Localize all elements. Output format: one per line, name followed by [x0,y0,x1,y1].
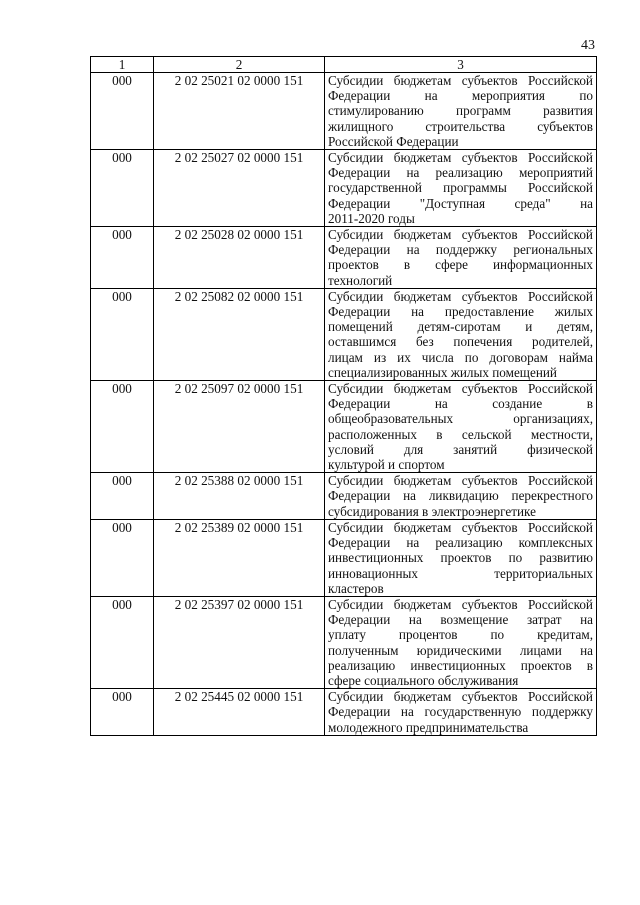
description-line: Федерации на предоставление жилых [328,304,593,320]
description-line: стимулированию программ развития [328,103,593,119]
description-line: молодежного предпринимательства [328,719,529,735]
description-line: кластеров [328,580,384,596]
column-header-2: 2 [154,57,325,73]
description-line: жилищного строительства субъектов [328,118,593,134]
description-line: условий для занятий физической [328,441,593,457]
description-line: проектов в сфере информационных [328,257,593,273]
description-line: Федерации на возмещение затрат на [328,612,593,628]
admin-code-cell: 000 [91,381,154,473]
description-line: Федерации на реализацию мероприятий [328,165,593,181]
budget-code-cell: 2 02 25397 02 0000 151 [154,596,325,688]
description-line: полученным юридическими лицами на [328,642,593,658]
description-line: помещений детям-сиротам и детям, [328,319,593,335]
description-cell [325,596,597,688]
admin-code-cell: 000 [91,689,154,736]
description-line: Субсидии бюджетам субъектов Российской [328,596,593,612]
admin-code-cell: 000 [91,596,154,688]
table-row [91,596,597,688]
description-line: Субсидии бюджетам субъектов Российской [328,150,593,166]
admin-code-cell: 000 [91,150,154,227]
admin-code-cell: 000 [91,473,154,520]
budget-code-cell: 2 02 25445 02 0000 151 [154,689,325,736]
description-line: Федерации на создание в [328,396,593,412]
table-header-row [91,57,597,73]
table-row [91,689,597,736]
budget-code-cell: 2 02 25027 02 0000 151 [154,150,325,227]
description-cell [325,227,597,289]
description-line: Федерации на мероприятия по [328,88,593,104]
description-line: лицам из их числа по договорам найма [328,349,593,365]
description-cell [325,473,597,520]
description-line: Федерации "Доступная среда" на [328,195,593,211]
description-cell [325,689,597,736]
description-line: технологий [328,272,393,288]
description-line: Субсидии бюджетам субъектов Российской [328,381,593,397]
description-line: уплату процентов по кредитам, [328,627,593,643]
description-line: Федерации на реализацию комплексных [328,535,593,551]
page-number: 43 [581,38,595,53]
table-row [91,150,597,227]
description-line: инвестиционных проектов по развитию [328,550,593,566]
description-cell [325,73,597,150]
description-line: общеобразовательных организациях, [328,411,593,427]
admin-code-cell: 000 [91,288,154,380]
description-cell [325,519,597,596]
description-line: специализированных жилых помещений [328,364,557,380]
admin-code-cell: 000 [91,227,154,289]
budget-code-cell: 2 02 25028 02 0000 151 [154,227,325,289]
table-body [91,73,597,736]
description-cell [325,150,597,227]
description-cell [325,381,597,473]
description-line: Субсидии бюджетам субъектов Российской [328,227,593,243]
table-row [91,73,597,150]
description-cell [325,288,597,380]
description-line: культурой и спортом [328,457,445,473]
description-line: сфере социального обслуживания [328,672,519,688]
table-row [91,519,597,596]
admin-code-cell: 000 [91,73,154,150]
description-line: Субсидии бюджетам субъектов Российской [328,689,593,705]
description-line: реализацию инвестиционных проектов в [328,657,593,673]
budget-code-cell: 2 02 25082 02 0000 151 [154,288,325,380]
budget-code-cell: 2 02 25389 02 0000 151 [154,519,325,596]
table-row [91,227,597,289]
budget-classification-table [90,56,597,736]
budget-code-cell: 2 02 25021 02 0000 151 [154,73,325,150]
description-line: государственной программы Российской [328,180,593,196]
column-header-3: 3 [325,57,597,73]
description-line: Субсидии бюджетам субъектов Российской [328,73,593,88]
description-line: расположенных в сельской местности, [328,426,593,442]
description-line: Российской Федерации [328,133,459,149]
description-line: Федерации на поддержку региональных [328,242,593,258]
column-header-1: 1 [91,57,154,73]
description-line: Федерации на ликвидацию перекрестного [328,488,593,504]
admin-code-cell: 000 [91,519,154,596]
description-line: инновационных территориальных [328,565,593,581]
description-line: оставшимся без попечения родителей, [328,334,593,350]
description-line: Федерации на государственную поддержку [328,704,593,720]
table-row [91,473,597,520]
description-line: Субсидии бюджетам субъектов Российской [328,473,593,489]
description-line: субсидирования в электроэнергетике [328,503,536,519]
budget-code-cell: 2 02 25097 02 0000 151 [154,381,325,473]
table-row [91,381,597,473]
budget-code-cell: 2 02 25388 02 0000 151 [154,473,325,520]
description-line: 2011-2020 годы [328,210,415,226]
description-line: Субсидии бюджетам субъектов Российской [328,288,593,304]
table-row [91,288,597,380]
description-line: Субсидии бюджетам субъектов Российской [328,519,593,535]
